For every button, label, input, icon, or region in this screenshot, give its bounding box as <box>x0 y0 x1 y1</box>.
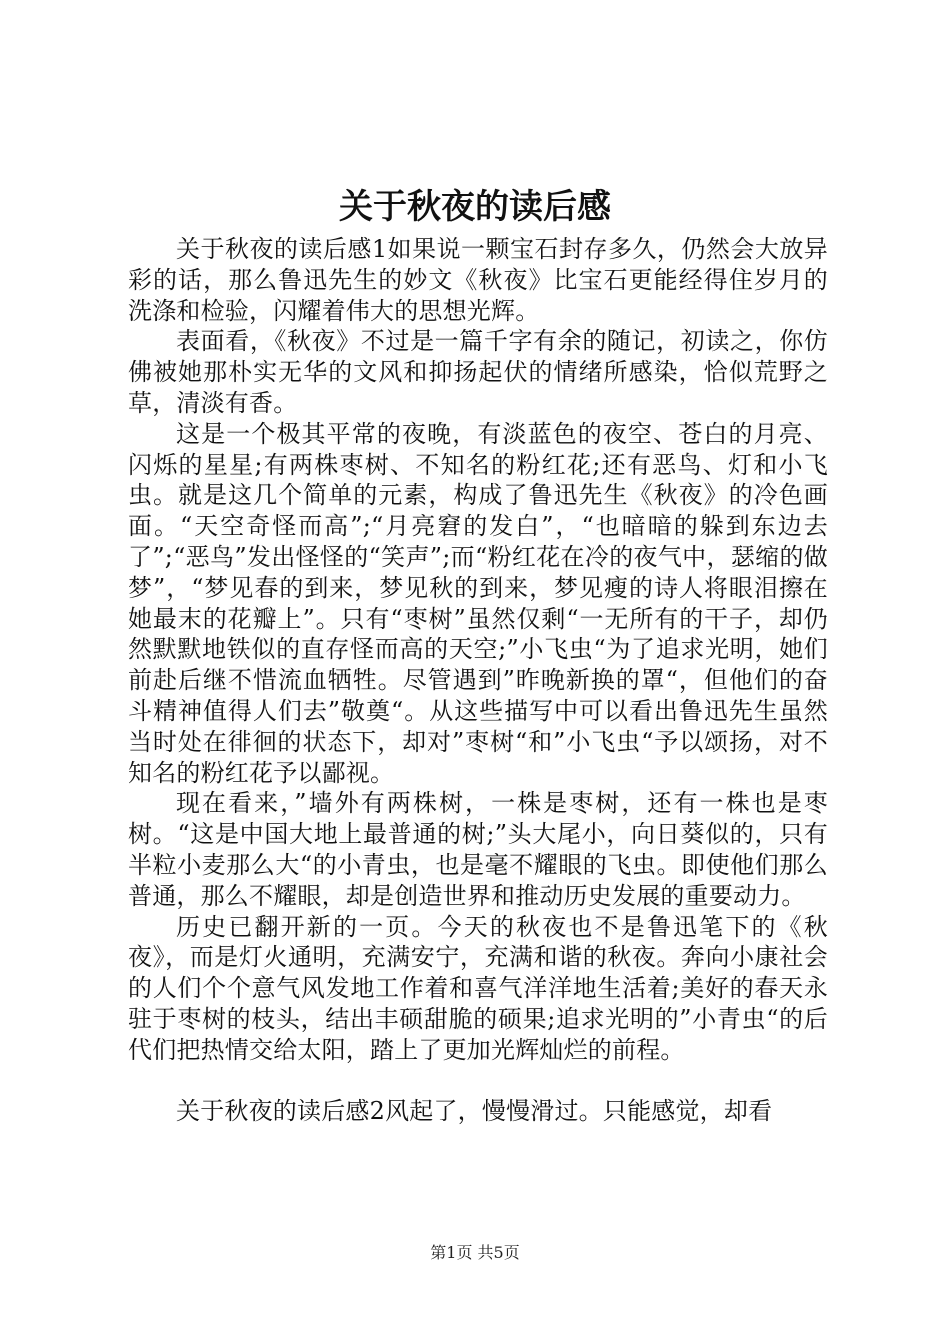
paragraph-5: 历史已翻开新的一页。今天的秋夜也不是鲁迅笔下的《秋夜》，而是灯火通明，充满安宁，充满和谐的秋夜。奔向小康社会的人们个个意气风发地工作着和喜气洋洋地生活着;美好的春天永驻于枣树的枝头，结出丰硕甜脆的硕果;追求光明的”小青虫“的后代们把热情交给太阳，踏上了更加光辉灿烂的前程。 <box>128 912 828 1064</box>
page-number-footer: 第1页 共5页 <box>430 1243 520 1262</box>
paragraph-4: 现在看来，”墙外有两株树，一株是枣树，还有一株也是枣树。“这是中国大地上最普通的树;”头大尾小，向日葵似的，只有半粒小麦那么大“的小青虫，也是毫不耀眼的飞虫。即使他们那么普通，那么不耀眼，却是创造世界和推动历史发展的重要动力。 <box>128 789 828 910</box>
document-title: 关于秋夜的读后感 <box>339 187 611 227</box>
paragraph-2: 表面看，《秋夜》不过是一篇千字有余的随记，初读之，你仿佛被她那朴实无华的文风和抑扬起伏的情绪所感染，恰似荒野之草，清淡有香。 <box>128 327 828 417</box>
paragraph-3: 这是一个极其平常的夜晚，有淡蓝色的夜空、苍白的月亮、闪烁的星星;有两株枣树、不知名的粉红花;还有恶鸟、灯和小飞虫。就是这几个简单的元素，构成了鲁迅先生《秋夜》的冷色画面。“天空奇怪而高”;“月亮窘的发白”，“也暗暗的躲到东边去了”;“恶鸟”发出怪怪的“笑声”;而“粉红花在冷的夜气中，瑟缩的做梦”，“梦见春的到来，梦见秋的到来，梦见瘦的诗人将眼泪擦在她最末的花瓣上”。只有“枣树”虽然仅剩“一无所有的干子，却仍然默默地铁似的直存怪而高的天空;”小飞虫“为了追求光明，她们前赴后继不惜流血牺牲。尽管遇到”昨晚新换的罩“，但他们的奋斗精神值得人们去”敬奠“。从这些描写中可以看出鲁迅先生虽然当时处在徘徊的状态下，却对”枣树“和”小飞虫“予以颂扬，对不知名的粉红花予以鄙视。 <box>128 419 828 787</box>
document-body <box>128 234 828 1126</box>
paragraph-6: 关于秋夜的读后感2风起了，慢慢滑过。只能感觉，却看 <box>176 1096 773 1125</box>
paragraph-1: 关于秋夜的读后感1如果说一颗宝石封存多久，仍然会大放异彩的话，那么鲁迅先生的妙文《秋夜》比宝石更能经得住岁月的洗涤和检验，闪耀着伟大的思想光辉。 <box>128 235 828 325</box>
